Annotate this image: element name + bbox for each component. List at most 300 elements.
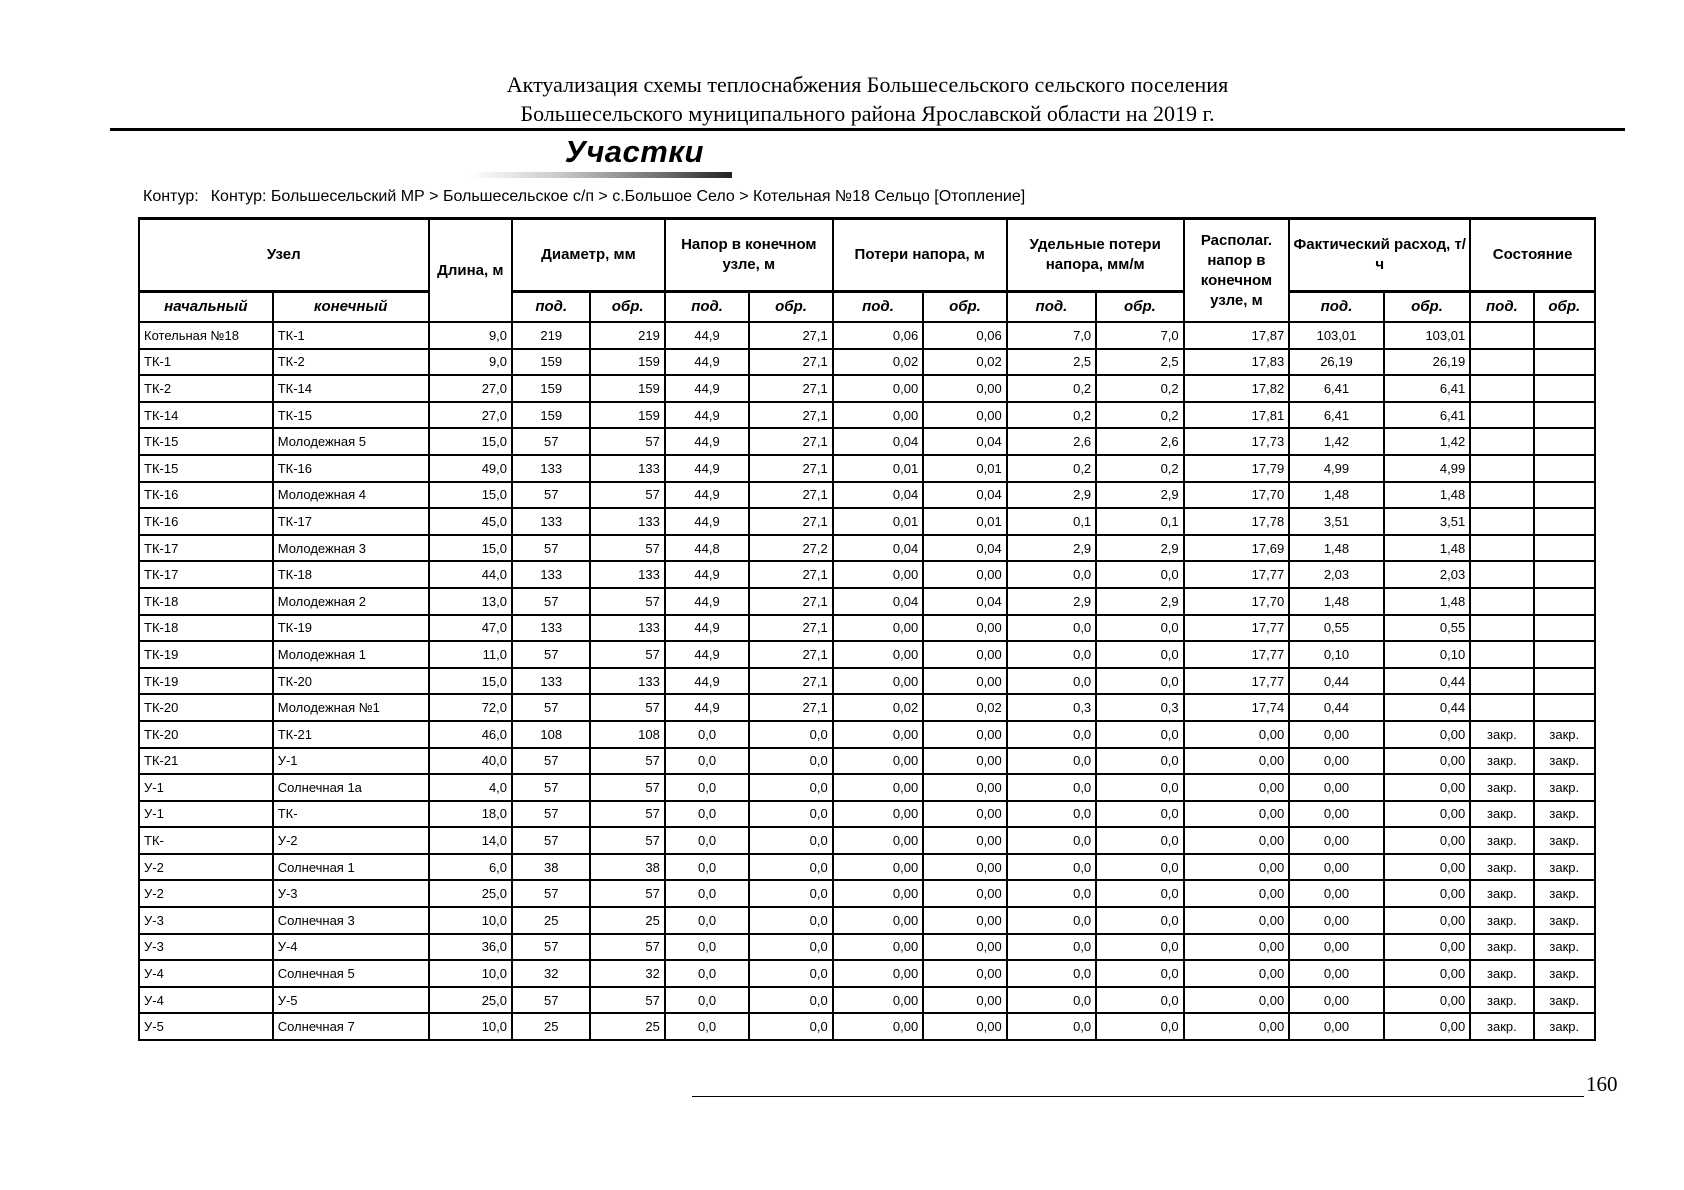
cell-flow-ret: 0,44 bbox=[1384, 668, 1470, 695]
cell-head-sup: 0,0 bbox=[665, 854, 749, 881]
cell-loss-ret: 0,00 bbox=[923, 1013, 1006, 1040]
cell-diam-ret: 159 bbox=[590, 349, 664, 376]
cell-diam-sup: 57 bbox=[512, 588, 590, 615]
cell-state-sup bbox=[1470, 668, 1533, 695]
cell-loss-sup: 0,00 bbox=[833, 774, 923, 801]
cell-diam-sup: 133 bbox=[512, 615, 590, 642]
cell-loss-sup: 0,00 bbox=[833, 615, 923, 642]
cell-head-sup: 0,0 bbox=[665, 987, 749, 1014]
cell-available-head: 17,81 bbox=[1184, 402, 1290, 429]
cell-end-node: ТК-2 bbox=[273, 349, 429, 376]
table-row bbox=[139, 827, 1595, 854]
cell-diam-ret: 219 bbox=[590, 322, 664, 349]
cell-loss-ret: 0,04 bbox=[923, 535, 1006, 562]
cell-flow-ret: 2,03 bbox=[1384, 561, 1470, 588]
col-flow: Фактический расход, т/ч bbox=[1289, 219, 1470, 292]
cell-spec-sup: 0,0 bbox=[1007, 668, 1096, 695]
cell-head-ret: 0,0 bbox=[749, 987, 832, 1014]
cell-diam-ret: 57 bbox=[590, 535, 664, 562]
cell-flow-sup: 1,48 bbox=[1289, 482, 1384, 509]
cell-spec-ret: 0,0 bbox=[1096, 748, 1183, 775]
cell-spec-sup: 7,0 bbox=[1007, 322, 1096, 349]
col-state-sup: под. bbox=[1470, 292, 1533, 323]
cell-state-sup bbox=[1470, 349, 1533, 376]
cell-end-node: ТК- bbox=[273, 801, 429, 828]
cell-length: 36,0 bbox=[429, 934, 512, 961]
cell-start-node: ТК-16 bbox=[139, 508, 273, 535]
cell-state-sup bbox=[1470, 455, 1533, 482]
cell-diam-sup: 133 bbox=[512, 668, 590, 695]
cell-head-ret: 27,1 bbox=[749, 349, 832, 376]
table-row bbox=[139, 934, 1595, 961]
cell-spec-ret: 0,1 bbox=[1096, 508, 1183, 535]
cell-spec-sup: 2,6 bbox=[1007, 428, 1096, 455]
cell-state-sup bbox=[1470, 508, 1533, 535]
table-row bbox=[139, 455, 1595, 482]
cell-flow-sup: 0,00 bbox=[1289, 1013, 1384, 1040]
cell-spec-ret: 7,0 bbox=[1096, 322, 1183, 349]
cell-state-sup bbox=[1470, 482, 1533, 509]
col-head-sup: под. bbox=[665, 292, 749, 323]
cell-start-node: Котельная №18 bbox=[139, 322, 273, 349]
cell-loss-sup: 0,02 bbox=[833, 694, 923, 721]
cell-head-ret: 0,0 bbox=[749, 801, 832, 828]
cell-head-sup: 44,9 bbox=[665, 482, 749, 509]
cell-start-node: ТК-1 bbox=[139, 349, 273, 376]
cell-state-ret bbox=[1534, 375, 1595, 402]
cell-spec-sup: 0,0 bbox=[1007, 721, 1096, 748]
cell-available-head: 0,00 bbox=[1184, 880, 1290, 907]
cell-end-node: Солнечная 5 bbox=[273, 960, 429, 987]
cell-state-ret bbox=[1534, 615, 1595, 642]
cell-loss-sup: 0,00 bbox=[833, 748, 923, 775]
cell-diam-ret: 159 bbox=[590, 375, 664, 402]
cell-spec-ret: 0,0 bbox=[1096, 615, 1183, 642]
cell-length: 25,0 bbox=[429, 880, 512, 907]
cell-flow-ret: 3,51 bbox=[1384, 508, 1470, 535]
cell-diam-sup: 159 bbox=[512, 375, 590, 402]
cell-loss-sup: 0,06 bbox=[833, 322, 923, 349]
cell-diam-sup: 108 bbox=[512, 721, 590, 748]
cell-loss-ret: 0,00 bbox=[923, 748, 1006, 775]
col-state-ret: обр. bbox=[1534, 292, 1595, 323]
cell-loss-ret: 0,00 bbox=[923, 907, 1006, 934]
cell-head-ret: 27,1 bbox=[749, 615, 832, 642]
cell-state-sup: закр. bbox=[1470, 987, 1533, 1014]
cell-start-node: ТК-14 bbox=[139, 402, 273, 429]
contour-label: Контур: bbox=[143, 188, 199, 205]
cell-head-ret: 27,1 bbox=[749, 641, 832, 668]
cell-loss-ret: 0,00 bbox=[923, 668, 1006, 695]
cell-spec-ret: 2,6 bbox=[1096, 428, 1183, 455]
cell-length: 45,0 bbox=[429, 508, 512, 535]
cell-state-sup: закр. bbox=[1470, 934, 1533, 961]
cell-flow-ret: 0,00 bbox=[1384, 827, 1470, 854]
cell-head-sup: 44,9 bbox=[665, 561, 749, 588]
cell-loss-sup: 0,00 bbox=[833, 668, 923, 695]
cell-start-node: ТК-16 bbox=[139, 482, 273, 509]
table-row bbox=[139, 588, 1595, 615]
cell-loss-sup: 0,00 bbox=[833, 960, 923, 987]
cell-end-node: У-2 bbox=[273, 827, 429, 854]
cell-state-ret: закр. bbox=[1534, 907, 1595, 934]
cell-state-ret bbox=[1534, 561, 1595, 588]
cell-start-node: У-1 bbox=[139, 801, 273, 828]
cell-available-head: 0,00 bbox=[1184, 801, 1290, 828]
cell-length: 9,0 bbox=[429, 322, 512, 349]
cell-spec-ret: 0,0 bbox=[1096, 960, 1183, 987]
cell-start-node: У-2 bbox=[139, 880, 273, 907]
cell-diam-ret: 133 bbox=[590, 561, 664, 588]
cell-diam-sup: 57 bbox=[512, 934, 590, 961]
cell-loss-sup: 0,00 bbox=[833, 827, 923, 854]
cell-head-ret: 0,0 bbox=[749, 880, 832, 907]
cell-flow-sup: 1,42 bbox=[1289, 428, 1384, 455]
cell-head-ret: 0,0 bbox=[749, 907, 832, 934]
cell-end-node: ТК-1 bbox=[273, 322, 429, 349]
cell-spec-ret: 0,0 bbox=[1096, 907, 1183, 934]
cell-flow-ret: 0,00 bbox=[1384, 748, 1470, 775]
cell-head-sup: 44,9 bbox=[665, 322, 749, 349]
cell-spec-ret: 0,0 bbox=[1096, 561, 1183, 588]
cell-head-ret: 0,0 bbox=[749, 827, 832, 854]
cell-end-node: У-3 bbox=[273, 880, 429, 907]
cell-loss-ret: 0,02 bbox=[923, 349, 1006, 376]
cell-length: 46,0 bbox=[429, 721, 512, 748]
col-available-head: Располаг. напор в конечном узле, м bbox=[1184, 219, 1290, 323]
cell-head-sup: 44,9 bbox=[665, 375, 749, 402]
cell-flow-sup: 0,00 bbox=[1289, 987, 1384, 1014]
cell-diam-ret: 32 bbox=[590, 960, 664, 987]
cell-flow-sup: 0,00 bbox=[1289, 960, 1384, 987]
cell-spec-sup: 0,0 bbox=[1007, 748, 1096, 775]
cell-state-ret bbox=[1534, 482, 1595, 509]
cell-flow-ret: 1,48 bbox=[1384, 482, 1470, 509]
table-row bbox=[139, 721, 1595, 748]
cell-state-sup: закр. bbox=[1470, 774, 1533, 801]
cell-diam-ret: 57 bbox=[590, 748, 664, 775]
table-row bbox=[139, 880, 1595, 907]
cell-head-ret: 0,0 bbox=[749, 934, 832, 961]
cell-loss-sup: 0,00 bbox=[833, 1013, 923, 1040]
table-body bbox=[139, 322, 1595, 1040]
cell-available-head: 0,00 bbox=[1184, 960, 1290, 987]
cell-loss-ret: 0,00 bbox=[923, 561, 1006, 588]
cell-length: 10,0 bbox=[429, 1013, 512, 1040]
cell-available-head: 0,00 bbox=[1184, 1013, 1290, 1040]
cell-spec-sup: 2,9 bbox=[1007, 535, 1096, 562]
cell-diam-ret: 57 bbox=[590, 641, 664, 668]
cell-head-sup: 0,0 bbox=[665, 960, 749, 987]
cell-end-node: ТК-19 bbox=[273, 615, 429, 642]
cell-flow-ret: 6,41 bbox=[1384, 375, 1470, 402]
cell-spec-sup: 0,0 bbox=[1007, 1013, 1096, 1040]
cell-spec-ret: 2,9 bbox=[1096, 482, 1183, 509]
cell-available-head: 17,79 bbox=[1184, 455, 1290, 482]
cell-flow-sup: 0,00 bbox=[1289, 934, 1384, 961]
cell-flow-sup: 103,01 bbox=[1289, 322, 1384, 349]
cell-state-sup: закр. bbox=[1470, 827, 1533, 854]
col-specific-ret: обр. bbox=[1096, 292, 1183, 323]
cell-diam-ret: 57 bbox=[590, 588, 664, 615]
cell-end-node: ТК-18 bbox=[273, 561, 429, 588]
cell-diam-sup: 32 bbox=[512, 960, 590, 987]
cell-diam-ret: 57 bbox=[590, 694, 664, 721]
col-head-ret: обр. bbox=[749, 292, 832, 323]
cell-spec-ret: 0,0 bbox=[1096, 934, 1183, 961]
cell-available-head: 0,00 bbox=[1184, 934, 1290, 961]
col-loss-ret: обр. bbox=[923, 292, 1006, 323]
cell-state-ret: закр. bbox=[1534, 960, 1595, 987]
cell-flow-ret: 0,00 bbox=[1384, 907, 1470, 934]
table-row bbox=[139, 428, 1595, 455]
cell-length: 40,0 bbox=[429, 748, 512, 775]
cell-state-sup bbox=[1470, 615, 1533, 642]
cell-length: 10,0 bbox=[429, 960, 512, 987]
cell-start-node: ТК-18 bbox=[139, 615, 273, 642]
cell-diam-ret: 57 bbox=[590, 774, 664, 801]
cell-head-sup: 44,8 bbox=[665, 535, 749, 562]
cell-spec-sup: 0,0 bbox=[1007, 987, 1096, 1014]
cell-diam-sup: 57 bbox=[512, 482, 590, 509]
cell-head-sup: 44,9 bbox=[665, 349, 749, 376]
cell-spec-sup: 0,0 bbox=[1007, 907, 1096, 934]
table-row bbox=[139, 402, 1595, 429]
cell-state-sup bbox=[1470, 641, 1533, 668]
cell-end-node: Молодежная 1 bbox=[273, 641, 429, 668]
table-row bbox=[139, 748, 1595, 775]
cell-length: 18,0 bbox=[429, 801, 512, 828]
cell-end-node: ТК-20 bbox=[273, 668, 429, 695]
cell-loss-ret: 0,06 bbox=[923, 322, 1006, 349]
cell-head-sup: 44,9 bbox=[665, 668, 749, 695]
cell-flow-sup: 0,00 bbox=[1289, 748, 1384, 775]
cell-spec-sup: 0,2 bbox=[1007, 402, 1096, 429]
cell-end-node: ТК-15 bbox=[273, 402, 429, 429]
cell-head-ret: 0,0 bbox=[749, 1013, 832, 1040]
cell-flow-sup: 0,00 bbox=[1289, 827, 1384, 854]
cell-spec-sup: 2,5 bbox=[1007, 349, 1096, 376]
col-loss: Потери напора, м bbox=[833, 219, 1007, 292]
header-row-1 bbox=[139, 219, 1595, 292]
cell-diam-sup: 159 bbox=[512, 402, 590, 429]
cell-head-sup: 0,0 bbox=[665, 1013, 749, 1040]
cell-start-node: ТК-21 bbox=[139, 748, 273, 775]
cell-loss-sup: 0,00 bbox=[833, 987, 923, 1014]
cell-spec-ret: 2,9 bbox=[1096, 588, 1183, 615]
cell-state-sup: закр. bbox=[1470, 907, 1533, 934]
cell-diam-sup: 57 bbox=[512, 774, 590, 801]
cell-loss-sup: 0,01 bbox=[833, 455, 923, 482]
cell-diam-ret: 133 bbox=[590, 455, 664, 482]
cell-head-sup: 0,0 bbox=[665, 880, 749, 907]
cell-diam-sup: 57 bbox=[512, 987, 590, 1014]
table-row bbox=[139, 1013, 1595, 1040]
cell-state-ret: закр. bbox=[1534, 987, 1595, 1014]
cell-diam-sup: 159 bbox=[512, 349, 590, 376]
cell-length: 11,0 bbox=[429, 641, 512, 668]
cell-loss-sup: 0,00 bbox=[833, 801, 923, 828]
cell-available-head: 17,77 bbox=[1184, 615, 1290, 642]
cell-state-sup: закр. bbox=[1470, 880, 1533, 907]
cell-diam-ret: 38 bbox=[590, 854, 664, 881]
cell-diam-ret: 57 bbox=[590, 934, 664, 961]
cell-start-node: ТК-19 bbox=[139, 641, 273, 668]
cell-spec-ret: 0,2 bbox=[1096, 375, 1183, 402]
cell-diam-sup: 57 bbox=[512, 801, 590, 828]
cell-diam-sup: 57 bbox=[512, 880, 590, 907]
col-start-node: начальный bbox=[139, 292, 273, 323]
cell-state-sup bbox=[1470, 428, 1533, 455]
cell-loss-ret: 0,02 bbox=[923, 694, 1006, 721]
cell-available-head: 17,70 bbox=[1184, 482, 1290, 509]
cell-spec-sup: 0,2 bbox=[1007, 455, 1096, 482]
cell-flow-sup: 0,00 bbox=[1289, 880, 1384, 907]
cell-available-head: 0,00 bbox=[1184, 748, 1290, 775]
col-specific-sup: под. bbox=[1007, 292, 1096, 323]
cell-state-ret: закр. bbox=[1534, 721, 1595, 748]
cell-state-ret bbox=[1534, 349, 1595, 376]
cell-state-sup: закр. bbox=[1470, 1013, 1533, 1040]
cell-end-node: Солнечная 3 bbox=[273, 907, 429, 934]
contour-path bbox=[143, 188, 1037, 206]
cell-flow-sup: 2,03 bbox=[1289, 561, 1384, 588]
section-title-block bbox=[470, 136, 732, 178]
cell-flow-sup: 0,00 bbox=[1289, 854, 1384, 881]
table-row bbox=[139, 349, 1595, 376]
cell-flow-ret: 1,42 bbox=[1384, 428, 1470, 455]
cell-flow-sup: 1,48 bbox=[1289, 588, 1384, 615]
cell-diam-sup: 57 bbox=[512, 694, 590, 721]
cell-spec-sup: 0,2 bbox=[1007, 375, 1096, 402]
sections-table bbox=[138, 217, 1596, 1041]
cell-available-head: 0,00 bbox=[1184, 987, 1290, 1014]
cell-flow-sup: 0,00 bbox=[1289, 801, 1384, 828]
header-row-2 bbox=[139, 292, 1595, 323]
cell-state-ret: закр. bbox=[1534, 1013, 1595, 1040]
cell-length: 49,0 bbox=[429, 455, 512, 482]
cell-state-ret bbox=[1534, 508, 1595, 535]
cell-head-ret: 27,1 bbox=[749, 694, 832, 721]
cell-diam-ret: 57 bbox=[590, 827, 664, 854]
cell-head-sup: 0,0 bbox=[665, 748, 749, 775]
cell-state-sup: закр. bbox=[1470, 960, 1533, 987]
cell-flow-sup: 6,41 bbox=[1289, 375, 1384, 402]
cell-diam-ret: 133 bbox=[590, 615, 664, 642]
cell-start-node: У-5 bbox=[139, 1013, 273, 1040]
cell-flow-ret: 0,00 bbox=[1384, 1013, 1470, 1040]
col-loss-sup: под. bbox=[833, 292, 923, 323]
cell-state-sup: закр. bbox=[1470, 721, 1533, 748]
cell-loss-ret: 0,00 bbox=[923, 402, 1006, 429]
cell-head-ret: 27,1 bbox=[749, 561, 832, 588]
cell-diam-sup: 57 bbox=[512, 428, 590, 455]
cell-end-node: ТК-16 bbox=[273, 455, 429, 482]
cell-end-node: У-5 bbox=[273, 987, 429, 1014]
cell-head-ret: 0,0 bbox=[749, 748, 832, 775]
table-row bbox=[139, 801, 1595, 828]
cell-loss-sup: 0,00 bbox=[833, 641, 923, 668]
cell-spec-ret: 0,0 bbox=[1096, 668, 1183, 695]
table-row bbox=[139, 535, 1595, 562]
table-row bbox=[139, 774, 1595, 801]
cell-head-ret: 27,2 bbox=[749, 535, 832, 562]
cell-head-sup: 0,0 bbox=[665, 774, 749, 801]
cell-flow-ret: 0,55 bbox=[1384, 615, 1470, 642]
cell-flow-ret: 0,10 bbox=[1384, 641, 1470, 668]
cell-diam-ret: 133 bbox=[590, 508, 664, 535]
cell-length: 47,0 bbox=[429, 615, 512, 642]
cell-start-node: У-3 bbox=[139, 934, 273, 961]
cell-state-ret bbox=[1534, 668, 1595, 695]
cell-end-node: Молодежная 2 bbox=[273, 588, 429, 615]
cell-spec-ret: 2,5 bbox=[1096, 349, 1183, 376]
cell-diam-sup: 57 bbox=[512, 748, 590, 775]
cell-loss-sup: 0,04 bbox=[833, 428, 923, 455]
cell-flow-sup: 0,00 bbox=[1289, 721, 1384, 748]
cell-head-ret: 27,1 bbox=[749, 668, 832, 695]
col-length: Длина, м bbox=[429, 219, 512, 323]
cell-spec-ret: 0,0 bbox=[1096, 641, 1183, 668]
cell-length: 14,0 bbox=[429, 827, 512, 854]
document-header bbox=[110, 70, 1625, 128]
cell-spec-ret: 2,9 bbox=[1096, 535, 1183, 562]
cell-spec-sup: 0,0 bbox=[1007, 960, 1096, 987]
cell-loss-sup: 0,00 bbox=[833, 721, 923, 748]
cell-end-node: У-4 bbox=[273, 934, 429, 961]
cell-available-head: 17,83 bbox=[1184, 349, 1290, 376]
cell-head-sup: 44,9 bbox=[665, 428, 749, 455]
col-diameter-sup: под. bbox=[512, 292, 590, 323]
cell-loss-sup: 0,02 bbox=[833, 349, 923, 376]
cell-loss-ret: 0,00 bbox=[923, 375, 1006, 402]
cell-loss-ret: 0,00 bbox=[923, 880, 1006, 907]
cell-flow-sup: 0,00 bbox=[1289, 774, 1384, 801]
cell-length: 13,0 bbox=[429, 588, 512, 615]
cell-state-sup bbox=[1470, 375, 1533, 402]
cell-loss-sup: 0,04 bbox=[833, 482, 923, 509]
cell-available-head: 0,00 bbox=[1184, 721, 1290, 748]
cell-start-node: ТК-17 bbox=[139, 535, 273, 562]
cell-available-head: 17,82 bbox=[1184, 375, 1290, 402]
cell-state-ret bbox=[1534, 694, 1595, 721]
cell-start-node: У-4 bbox=[139, 987, 273, 1014]
cell-flow-ret: 4,99 bbox=[1384, 455, 1470, 482]
cell-start-node: ТК-18 bbox=[139, 588, 273, 615]
cell-state-ret bbox=[1534, 428, 1595, 455]
cell-spec-sup: 0,0 bbox=[1007, 854, 1096, 881]
cell-end-node: ТК-21 bbox=[273, 721, 429, 748]
cell-state-ret bbox=[1534, 322, 1595, 349]
cell-flow-ret: 6,41 bbox=[1384, 402, 1470, 429]
cell-state-sup bbox=[1470, 694, 1533, 721]
cell-flow-sup: 6,41 bbox=[1289, 402, 1384, 429]
cell-spec-ret: 0,0 bbox=[1096, 721, 1183, 748]
cell-loss-sup: 0,00 bbox=[833, 880, 923, 907]
col-diameter: Диаметр, мм bbox=[512, 219, 665, 292]
cell-flow-sup: 0,10 bbox=[1289, 641, 1384, 668]
cell-start-node: ТК-17 bbox=[139, 561, 273, 588]
cell-head-ret: 0,0 bbox=[749, 721, 832, 748]
cell-length: 27,0 bbox=[429, 375, 512, 402]
cell-loss-sup: 0,04 bbox=[833, 588, 923, 615]
cell-flow-sup: 0,44 bbox=[1289, 668, 1384, 695]
cell-spec-ret: 0,0 bbox=[1096, 880, 1183, 907]
cell-loss-ret: 0,00 bbox=[923, 615, 1006, 642]
cell-flow-ret: 0,00 bbox=[1384, 880, 1470, 907]
cell-length: 15,0 bbox=[429, 535, 512, 562]
cell-available-head: 0,00 bbox=[1184, 774, 1290, 801]
